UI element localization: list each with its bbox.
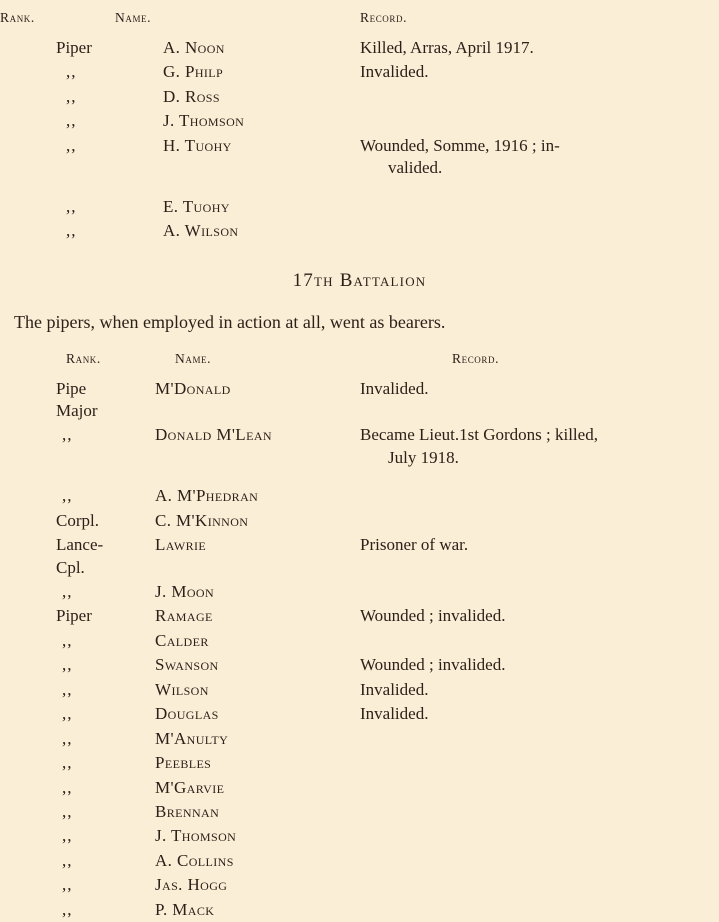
cell-record bbox=[360, 800, 719, 824]
cell-rank: Piper bbox=[0, 604, 115, 628]
cell-name: G. Philp bbox=[115, 60, 360, 84]
cell-name: Brennan bbox=[115, 800, 360, 824]
table-row bbox=[0, 653, 719, 677]
cell-rank-ditto: ,, bbox=[0, 751, 115, 775]
cell-rank: Pipe Major bbox=[0, 377, 115, 424]
cell-rank-ditto: ,, bbox=[0, 824, 115, 848]
record-line-2: July 1918. bbox=[360, 447, 719, 469]
cell-rank: Lance-Cpl. bbox=[0, 533, 115, 580]
row-spacer bbox=[0, 181, 719, 195]
cell-name: A. Wilson bbox=[115, 219, 360, 243]
cell-name: A. Collins bbox=[115, 849, 360, 873]
section-lede: The pipers, when employed in action at all, went as bearers. bbox=[0, 312, 719, 333]
table-row bbox=[0, 580, 719, 604]
table-row bbox=[0, 702, 719, 726]
table-row bbox=[0, 776, 719, 800]
cell-record: Invalided. bbox=[360, 702, 719, 726]
cell-name: Lawrie bbox=[115, 533, 360, 580]
table-row bbox=[0, 60, 719, 84]
table-row bbox=[0, 727, 719, 751]
cell-record bbox=[360, 873, 719, 897]
record-line-1: Wounded, Somme, 1916 ; in- bbox=[360, 135, 719, 157]
cell-name: D. Ross bbox=[115, 85, 360, 109]
cell-name: A. M'Phedran bbox=[115, 484, 360, 508]
cell-name: Wilson bbox=[115, 678, 360, 702]
cell-rank-ditto: ,, bbox=[0, 109, 115, 133]
cell-record: Prisoner of war. bbox=[360, 533, 719, 580]
table-body-continued bbox=[0, 36, 719, 244]
cell-rank-ditto: ,, bbox=[0, 898, 115, 922]
cell-record bbox=[360, 219, 719, 243]
cell-name: H. Tuohy bbox=[115, 134, 360, 181]
cell-rank-ditto: ,, bbox=[0, 629, 115, 653]
cell-record: Wounded ; invalided. bbox=[360, 653, 719, 677]
table-row bbox=[0, 195, 719, 219]
cell-name: Calder bbox=[115, 629, 360, 653]
table-row bbox=[0, 849, 719, 873]
record-line-1: Became Lieut.1st Gordons ; killed, bbox=[360, 424, 719, 446]
table-row bbox=[0, 109, 719, 133]
table-row bbox=[0, 751, 719, 775]
roster-table-continued bbox=[0, 10, 719, 244]
cell-record bbox=[360, 423, 719, 470]
cell-record bbox=[360, 751, 719, 775]
cell-record bbox=[360, 134, 719, 181]
cell-name: J. Moon bbox=[115, 580, 360, 604]
cell-record: Invalided. bbox=[360, 60, 719, 84]
cell-record bbox=[360, 727, 719, 751]
cell-rank-ditto: ,, bbox=[0, 678, 115, 702]
cell-record bbox=[360, 824, 719, 848]
cell-rank-ditto: ,, bbox=[0, 873, 115, 897]
cell-name: M'Anulty bbox=[115, 727, 360, 751]
roster-table-17th bbox=[0, 351, 719, 922]
row-spacer bbox=[0, 470, 719, 484]
cell-rank-ditto: ,, bbox=[0, 219, 115, 243]
table-header-row bbox=[0, 351, 719, 377]
cell-name: Jas. Hogg bbox=[115, 873, 360, 897]
table-row bbox=[0, 533, 719, 580]
table-row bbox=[0, 219, 719, 243]
table-row bbox=[0, 873, 719, 897]
cell-name: E. Tuohy bbox=[115, 195, 360, 219]
cell-rank-ditto: ,, bbox=[0, 702, 115, 726]
table-row bbox=[0, 423, 719, 470]
column-header-rank: Rank. bbox=[0, 10, 115, 36]
cell-record: Killed, Arras, April 1917. bbox=[360, 36, 719, 60]
roster-section-continued bbox=[0, 0, 719, 244]
cell-record: Wounded ; invalided. bbox=[360, 604, 719, 628]
cell-name: Ramage bbox=[115, 604, 360, 628]
cell-record bbox=[360, 109, 719, 133]
column-header-record: Record. bbox=[360, 10, 719, 36]
cell-rank-ditto: ,, bbox=[0, 653, 115, 677]
cell-name: C. M'Kinnon bbox=[115, 509, 360, 533]
table-row bbox=[0, 604, 719, 628]
cell-record bbox=[360, 629, 719, 653]
cell-name: Peebles bbox=[115, 751, 360, 775]
roster-section-17th bbox=[0, 351, 719, 922]
cell-record: Invalided. bbox=[360, 377, 719, 424]
column-header-name: Name. bbox=[115, 10, 360, 36]
cell-name: M'Garvie bbox=[115, 776, 360, 800]
table-row bbox=[0, 377, 719, 424]
table-header bbox=[0, 10, 719, 36]
table-row bbox=[0, 85, 719, 109]
cell-name: P. Mack bbox=[115, 898, 360, 922]
table-body-17th bbox=[0, 377, 719, 922]
table-row bbox=[0, 509, 719, 533]
cell-rank-ditto: ,, bbox=[0, 800, 115, 824]
cell-record bbox=[360, 776, 719, 800]
column-header-name: Name. bbox=[115, 351, 360, 377]
cell-name: A. Noon bbox=[115, 36, 360, 60]
table-row bbox=[0, 484, 719, 508]
cell-rank-ditto: ,, bbox=[0, 60, 115, 84]
cell-record bbox=[360, 898, 719, 922]
cell-rank-ditto: ,, bbox=[0, 727, 115, 751]
cell-name: J. Thomson bbox=[115, 824, 360, 848]
table-row bbox=[0, 629, 719, 653]
record-line-2: valided. bbox=[360, 157, 719, 179]
cell-name: Swanson bbox=[115, 653, 360, 677]
cell-rank-ditto: ,, bbox=[0, 134, 115, 181]
cell-name: Donald M'Lean bbox=[115, 423, 360, 470]
table-row bbox=[0, 824, 719, 848]
cell-rank-ditto: ,, bbox=[0, 423, 115, 470]
table-row bbox=[0, 800, 719, 824]
table-row bbox=[0, 898, 719, 922]
cell-record bbox=[360, 580, 719, 604]
section-title-17th-battalion: 17th Battalion bbox=[0, 270, 719, 292]
table-row bbox=[0, 134, 719, 181]
column-header-rank: Rank. bbox=[0, 351, 115, 377]
table-row bbox=[0, 678, 719, 702]
cell-rank-ditto: ,, bbox=[0, 85, 115, 109]
table-header-17th bbox=[0, 351, 719, 377]
table-header-row bbox=[0, 10, 719, 36]
cell-name: J. Thomson bbox=[115, 109, 360, 133]
cell-rank-ditto: ,, bbox=[0, 849, 115, 873]
cell-record bbox=[360, 195, 719, 219]
cell-rank: Piper bbox=[0, 36, 115, 60]
cell-record bbox=[360, 484, 719, 508]
cell-rank: Corpl. bbox=[0, 509, 115, 533]
cell-name: M'Donald bbox=[115, 377, 360, 424]
column-header-record: Record. bbox=[360, 351, 719, 377]
cell-rank-ditto: ,, bbox=[0, 580, 115, 604]
cell-record bbox=[360, 509, 719, 533]
cell-rank-ditto: ,, bbox=[0, 484, 115, 508]
cell-rank-ditto: ,, bbox=[0, 195, 115, 219]
cell-record bbox=[360, 849, 719, 873]
cell-rank-ditto: ,, bbox=[0, 776, 115, 800]
cell-record bbox=[360, 85, 719, 109]
table-row bbox=[0, 36, 719, 60]
cell-record: Invalided. bbox=[360, 678, 719, 702]
cell-name: Douglas bbox=[115, 702, 360, 726]
